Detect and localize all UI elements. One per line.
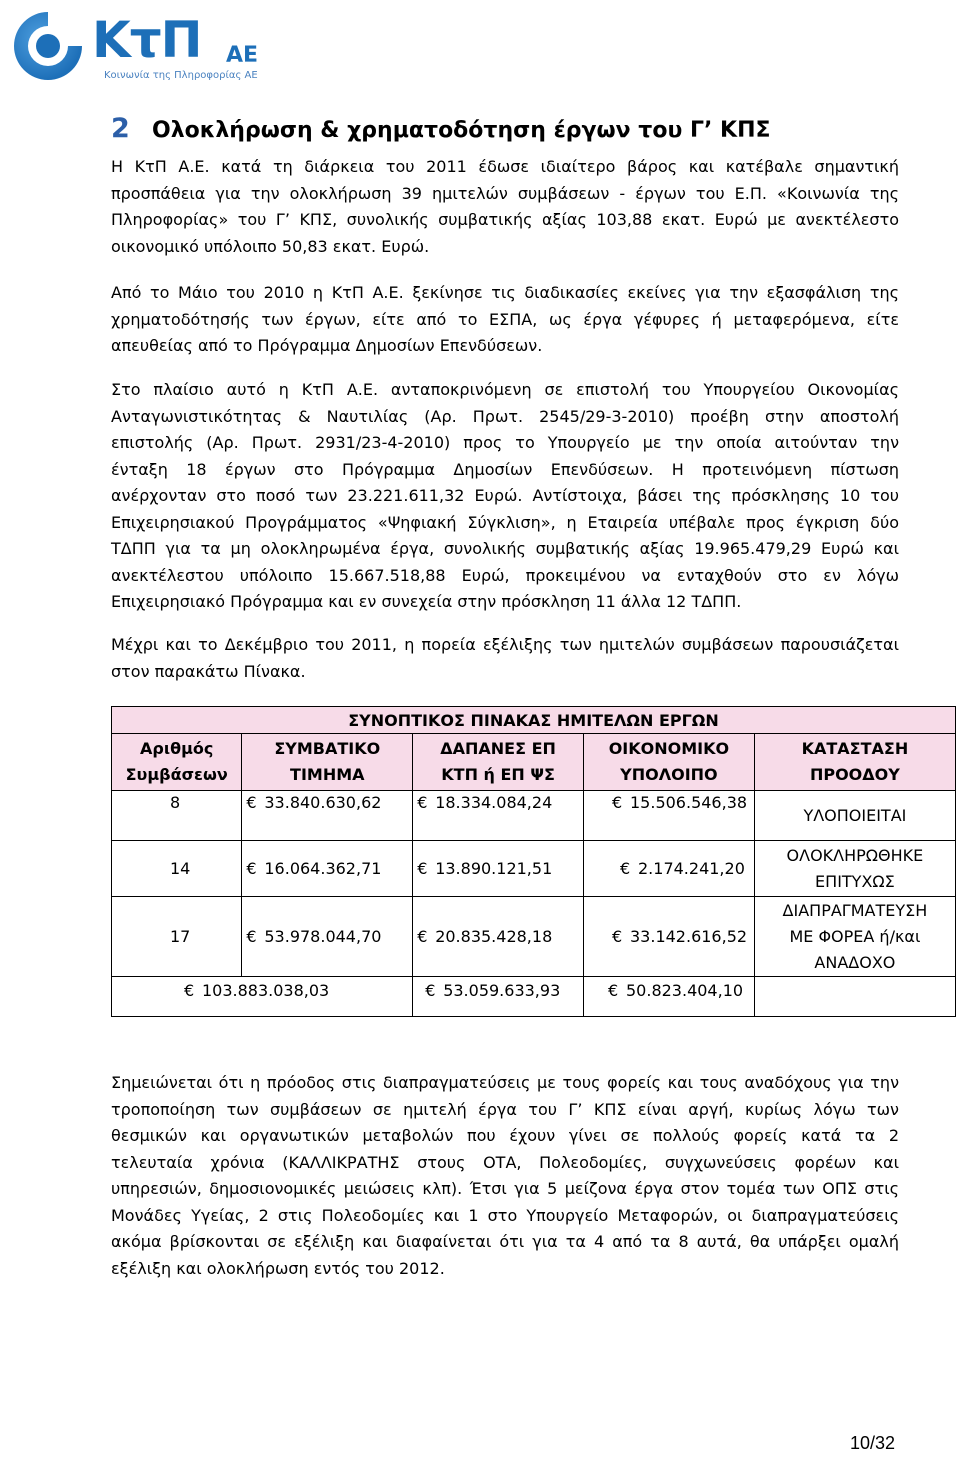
section-title: Ολοκλήρωση & χρηματοδότηση έργων του Γ’ ΚΠΣ [152, 118, 771, 143]
text-line: ένταξη 18 έργων στο Πρόγραμμα Δημοσίων Επενδύσεων. Η προτεινόμενη πίστωση [111, 459, 899, 479]
status-cell: ΟΛΟΚΛΗΡΩΘΗΚΕ ΕΠΙΤΥΧΩΣ [754, 841, 955, 897]
text-line: Η ΚτΠ Α.Ε. κατά τη διάρκεια του 2011 έδωσε ιδιαίτερο βάρος και κατέβαλε σημαντική [111, 157, 899, 176]
paragraph-2 [111, 280, 899, 360]
paragraph-4 [111, 632, 899, 685]
text-line: τροποποίηση των συμβάσεων σε ημιτελή έργα του Γ’ ΚΠΣ είναι αργή, κυρίως λόγω των [111, 1099, 899, 1119]
column-header: ΚΑΤΑΣΤΑΣΗ ΠΡΟΟΔΟΥ [754, 734, 955, 791]
company-logo [8, 8, 258, 86]
text-line: Σημειώνεται ότι η πρόοδος στις διαπραγματεύσεις με τους φορείς και τους αναδόχους για την [111, 1073, 899, 1092]
logo-tagline: Κοινωνία της Πληροφορίας ΑΕ [104, 70, 258, 81]
table-row [112, 897, 956, 977]
spent-cell: € 20.835.428,18 [413, 897, 584, 977]
text-line: προσπάθεια για την ολοκλήρωση 39 ημιτελών συμβάσεων - έργων του Ε.Π. «Κοινωνία της [111, 183, 899, 203]
contract-cell: € 33.840.630,62 [242, 791, 413, 841]
text-line: Μονάδες Υγείας, 2 στις Πολεοδομίες και 1 στο Υπουργείο Μεταφορών, οι διαπραγματεύσεις [111, 1205, 899, 1225]
contract-cell: € 16.064.362,71 [242, 841, 413, 897]
text-line: τελευταία χρόνια (ΚΑΛΛΙΚΡΑΤΗΣ στους ΟΤΑ, Πολεοδομίες, συγχωνεύσεις φορέων και [111, 1152, 899, 1172]
page-number: 10/32 [850, 1433, 896, 1453]
total-status-cell [754, 977, 955, 1017]
count-cell: 8 [112, 791, 242, 841]
text-line: Στο πλαίσιο αυτό η ΚτΠ Α.Ε. ανταποκρινόμενη σε επιστολή του Υπουργείου Οικονομίας [111, 380, 899, 399]
text-line: Μέχρι και το Δεκέμβριο του 2011, η πορεία εξέλιξης των ημιτελών συμβάσεων παρουσιάζεται [111, 635, 899, 654]
table-totals-row [112, 977, 956, 1017]
spent-cell: € 18.334.084,24 [413, 791, 584, 841]
text-line: ανέρχονταν στο ποσό των 23.221.611,32 Ευρώ. Αντίστοιχα, βάσει της πρόσκλησης 10 του [111, 486, 899, 505]
remaining-cell: € 15.506.546,38 [584, 791, 755, 841]
text-line: ΤΔΠΠ για τα μη ολοκληρωμένα έργα, συνολικής συμβατικής αξίας 19.965.479,29 Ευρώ και [111, 539, 899, 558]
text-line: επιστολής (Αρ. Πρωτ. 2931/23-4-2010) προς το Υπουργείο με την οποία αιτούνταν την [111, 433, 899, 452]
logo-suffix: ΑΕ [226, 43, 259, 68]
column-header: Αριθμός Συμβάσεων [112, 734, 242, 791]
text-line: Ανταγωνιστικότητας & Ναυτιλίας (Αρ. Πρωτ. 2545/29-3-2010) προέβη στην αποστολή [111, 406, 899, 426]
column-header: ΣΥΜΒΑΤΙΚΟ ΤΙΜΗΜΑ [242, 734, 413, 791]
text-line: χρηματοδότησής των έργων, είτε από το ΕΣΠΑ, ως έργα γέφυρες ή μεταφερόμενα, είτε [111, 309, 899, 329]
text-line: ακόμα βρίσκονται σε εξέλιξη και διαφαίνεται ότι για τα 4 από τα 8 αυτά, θα υπάρξει ομαλή [111, 1232, 899, 1251]
summary-table [111, 706, 956, 1017]
logo-name: ΚτΠ [92, 11, 202, 69]
paragraph-3 [111, 377, 899, 616]
text-line: απευθείας από το Πρόγραμμα Δημοσίων Επενδύσεων. [111, 336, 543, 355]
status-cell: ΥΛΟΠΟΙΕΙΤΑΙ [754, 791, 955, 841]
remaining-cell: € 33.142.616,52 [584, 897, 755, 977]
text-line: υπηρεσιών, δημοσιονομικές μειώσεις κλπ). Έτσι για 5 μείζονα έργα στον τομέα των ΟΠΣ στις [111, 1179, 899, 1198]
status-cell: ΔΙΑΠΡΑΓΜΑΤΕΥΣΗ ΜΕ ΦΟΡΕΑ ή/και ΑΝΑΔΟΧΟ [754, 897, 955, 977]
contract-cell: € 53.978.044,70 [242, 897, 413, 977]
text-line: Επιχειρησιακού Προγράμματος «Ψηφιακή Σύγκλιση», η Εταιρεία υπέβαλε προς έγκριση δύο [111, 512, 899, 532]
text-line: Πληροφορίας» του Γ’ ΚΠΣ, συνολικής συμβατικής αξίας 103,88 εκατ. Ευρώ με ανεκτέλεστο [111, 210, 899, 229]
remaining-cell: € 2.174.241,20 [584, 841, 755, 897]
table-header-row [112, 734, 956, 791]
paragraph-1 [111, 154, 899, 260]
total-remaining-cell: € 50.823.404,10 [584, 977, 755, 1017]
text-line: θεσμικών και οργανωτικών μεταβολών που έχουν γίνει σε πολλούς φορείς κατά τα 2 [111, 1126, 899, 1145]
column-header: ΟΙΚΟΝΟΜΙΚΟ ΥΠΟΛΟΙΠΟ [584, 734, 755, 791]
table-row [112, 791, 956, 841]
count-cell: 14 [112, 841, 242, 897]
spent-cell: € 13.890.121,51 [413, 841, 584, 897]
text-line: στον παρακάτω Πίνακα. [111, 661, 306, 681]
column-header: ΔΑΠΑΝΕΣ ΕΠ ΚΤΠ ή ΕΠ ΨΣ [413, 734, 584, 791]
text-line: εξέλιξη και ολοκλήρωση εντός του 2012. [111, 1258, 445, 1278]
count-cell: 17 [112, 897, 242, 977]
total-contract-cell: € 103.883.038,03 [112, 977, 413, 1017]
text-line: ανεκτέλεστου υπόλοιπο 15.667.518,88 Ευρώ, προκειμένου να ενταχθούν στο εν λόγω [111, 565, 899, 585]
table-row [112, 841, 956, 897]
text-line: Επιχειρησιακό Πρόγραμμα και εν συνεχεία στην πρόσκληση 11 άλλα 12 ΤΔΠΠ. [111, 592, 742, 611]
paragraph-5 [111, 1070, 899, 1282]
text-line: Από το Μάιο του 2010 η ΚτΠ Α.Ε. ξεκίνησε τις διαδικασίες εκείνες για την εξασφάλιση της [111, 283, 899, 302]
logo-mark-icon [8, 8, 88, 84]
text-line: οικονομικό υπόλοιπο 50,83 εκατ. Ευρώ. [111, 236, 430, 256]
total-spent-cell: € 53.059.633,93 [413, 977, 584, 1017]
section-number: 2 [111, 113, 130, 144]
table-title: ΣΥΝΟΠΤΙΚΟΣ ΠΙΝΑΚΑΣ ΗΜΙΤΕΛΩΝ ΕΡΓΩΝ [112, 707, 956, 734]
